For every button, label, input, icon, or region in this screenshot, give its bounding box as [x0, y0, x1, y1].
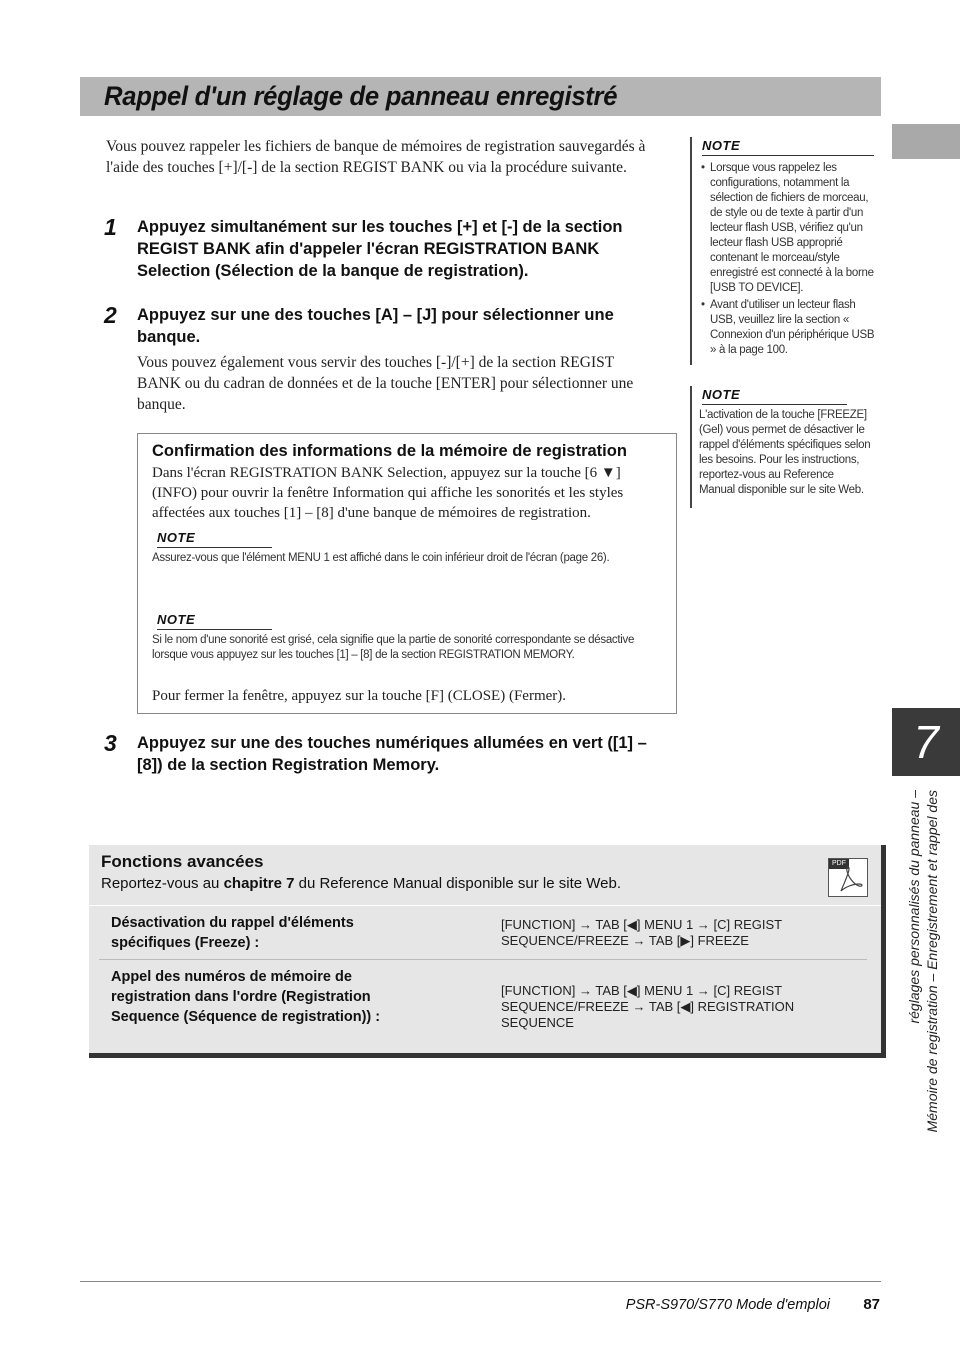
advanced-row-path: [FUNCTION] → TAB [◀] MENU 1 → [C] REGIST SEQUENCE/FREEZE → TAB [▶] FREEZE	[501, 917, 782, 948]
note-text: Si le nom d'une sonorité est grisé, cela signifie que la partie de sonorité correspondante se désactive lorsque vous appuyez sur les touches [1] – [8] de la section REGISTRATION MEMORY.	[152, 634, 635, 661]
advanced-subtitle: Reportez-vous au chapitre 7 du Reference Manual disponible sur le site Web.	[101, 875, 622, 892]
footer-divider	[80, 1281, 881, 1282]
note-text: Assurez-vous que l'élément MENU 1 est affiché dans le coin inférieur droit de l'écran (page 26).	[152, 552, 610, 564]
box-closing: Pour fermer la fenêtre, appuyez sur la touche [F] (CLOSE) (Fermer).	[152, 688, 567, 704]
box-title: Confirmation des informations de la mémoire de registration	[152, 442, 627, 460]
step-number: 2	[104, 302, 117, 328]
intro-paragraph: Vous pouvez rappeler les fichiers de banque de mémoires de registration sauvegardés à l'aide des touches [+]/[-] de la section REGIST BANK ou via la procédure suivante.	[106, 138, 646, 176]
box-body: Dans l'écran REGISTRATION BANK Selection, appuyez sur la touche [6 ▼] (INFO) pour ouvrir la fenêtre Information qui affiche les sonorités et les styles affectées aux touches [1] – [8] d'une banque de mémoires de registration.	[152, 465, 624, 521]
divider	[99, 959, 867, 960]
note-bullet: • Lorsque vous rappelez les configurations, notamment la sélection de fichiers de morceau, de style ou de texte à partir d'un lecteur flash USB, vérifiez qu'un lecteur flash USB approprié contenant le morceau/style enregistré est connecté à la borne [USB TO DEVICE].	[701, 162, 874, 294]
note-header	[702, 386, 847, 405]
advanced-title: Fonctions avancées	[101, 852, 264, 871]
pdf-icon: PDF	[828, 858, 868, 897]
step-heading: Appuyez simultanément sur les touches [+] et [-] de la section REGIST BANK afin d'appeler l'écran REGISTRATION BANK Selection (Sélection de la banque de registration).	[137, 218, 623, 280]
note-label: NOTE	[702, 138, 741, 153]
advanced-functions-box	[89, 845, 886, 1058]
chapter-tab: 7	[892, 708, 960, 776]
note-label: NOTE	[157, 530, 196, 545]
title-bar	[80, 77, 881, 116]
chapter-title-vertical	[905, 790, 949, 1185]
divider	[89, 905, 881, 906]
note-label: NOTE	[702, 387, 741, 402]
step-number: 3	[104, 730, 117, 756]
advanced-row-label: Appel des numéros de mémoire de registration dans l'ordre (Registration Sequence (Séquence de registration)) :	[111, 969, 381, 1025]
chapter-title-line: Mémoire de registration – Enregistrement et rappel des	[924, 790, 940, 1133]
note-header	[702, 137, 874, 156]
confirmation-box	[137, 433, 677, 714]
note-text: L'activation de la touche [FREEZE] (Gel) vous permet de désactiver le rappel d'éléments spécifiques selon les besoins. Pour les instructions, reportez-vous au Reference Manual disponible sur le site Web.	[699, 409, 871, 496]
step-number: 1	[104, 214, 117, 240]
advanced-row-label: Désactivation du rappel d'éléments spécifiques (Freeze) :	[111, 915, 354, 951]
acrobat-icon	[829, 859, 867, 896]
step-heading: Appuyez sur une des touches [A] – [J] pour sélectionner une banque.	[137, 306, 614, 346]
note-label: NOTE	[157, 612, 196, 627]
page-number: 87	[863, 1296, 880, 1313]
note-bullet: • Avant d'utiliser un lecteur flash USB, veuillez lire la section « Connexion d'un périphérique USB » à la page 100.	[701, 299, 875, 356]
step-heading: Appuyez sur une des touches numériques allumées en vert ([1] – [8]) de la section Registration Memory.	[137, 734, 647, 774]
side-tab-decoration	[892, 124, 960, 159]
side-note	[690, 137, 882, 365]
note-header	[157, 611, 272, 630]
page-title: Rappel d'un réglage de panneau enregistré	[104, 81, 618, 111]
step-body: Vous pouvez également vous servir des touches [-]/[+] de la section REGIST BANK ou du cadran de données et de la touche [ENTER] pour sélectionner une banque.	[137, 354, 634, 413]
chapter-title-line: réglages personnalisés du panneau –	[906, 790, 922, 1024]
note-header	[157, 529, 272, 548]
side-note	[690, 386, 882, 508]
advanced-row-path: [FUNCTION] → TAB [◀] MENU 1 → [C] REGIST SEQUENCE/FREEZE → TAB [◀] REGISTRATION SEQUENCE	[501, 983, 795, 1030]
footer-manual-name: PSR-S970/S770 Mode d'emploi	[625, 1297, 830, 1313]
